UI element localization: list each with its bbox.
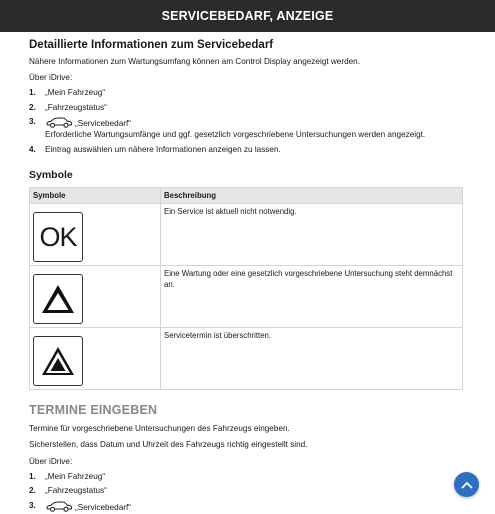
- section-heading-appointments: TERMINE EINGEBEN: [29, 403, 158, 418]
- step-number: 2.: [29, 102, 36, 112]
- appointments-text-1: Termine für vorgeschriebene Untersuchungen des Fahrzeugs eingeben.: [29, 424, 290, 434]
- warning-triangle-filled-icon: [33, 336, 83, 386]
- column-header-description: Beschreibung: [161, 188, 463, 204]
- table-header-row: [30, 188, 463, 204]
- column-header-symbol: Symbole: [30, 188, 161, 204]
- step-text: „Servicebedarf“: [75, 502, 131, 512]
- table-row: [30, 204, 463, 266]
- list-item: [29, 486, 463, 497]
- step-text: „Fahrzeugstatus“: [45, 102, 107, 112]
- car-icon: [45, 501, 73, 512]
- list-item: [29, 88, 463, 99]
- symbol-description: Ein Service ist aktuell nicht notwendig.: [161, 204, 463, 266]
- step-text: Eintrag auswählen um nähere Informationen anzeigen zu lassen.: [45, 144, 281, 154]
- idrive-label: Über iDrive:: [29, 73, 73, 83]
- step-note: Erforderliche Wartungsumfänge und ggf. gesetzlich vorgeschriebene Untersuchungen werden angezeigt.: [45, 130, 426, 140]
- section-heading-details: Detaillierte Informationen zum Servicebedarf: [29, 39, 274, 51]
- ok-symbol-text: OK: [39, 221, 77, 252]
- step-number: 3.: [29, 117, 36, 127]
- steps-list: [29, 88, 463, 155]
- content: [0, 39, 495, 514]
- table-row: [30, 328, 463, 390]
- symbols-heading: Symbole: [29, 169, 73, 182]
- appointments-text-2: Sicherstellen, dass Datum und Uhrzeit des Fahrzeugs richtig eingestellt sind.: [29, 440, 308, 450]
- list-item: [29, 103, 463, 114]
- step-text: „Fahrzeugstatus“: [45, 486, 107, 496]
- chevron-up-icon: [461, 481, 473, 489]
- step-text: „Servicebedarf“: [75, 119, 131, 129]
- step-text: „Mein Fahrzeug“: [45, 88, 106, 98]
- ok-icon: [33, 212, 83, 262]
- page-title: SERVICEBEDARF, ANZEIGE: [161, 9, 334, 23]
- symbol-description: Eine Wartung oder eine gesetzlich vorgeschriebene Untersuchung steht demnächst an.: [161, 266, 463, 328]
- list-item: [29, 117, 463, 140]
- symbol-description: Servicetermin ist überschritten.: [161, 328, 463, 390]
- list-item: [29, 145, 463, 156]
- step-number: 1.: [29, 471, 36, 481]
- idrive-label: Über iDrive:: [29, 456, 73, 466]
- step-number: 3.: [29, 500, 36, 510]
- car-icon: [45, 117, 73, 128]
- list-item: [29, 501, 463, 514]
- step-number: 4.: [29, 144, 36, 154]
- step-number: 2.: [29, 486, 36, 496]
- step-text: „Mein Fahrzeug“: [45, 471, 106, 481]
- scroll-to-top-button[interactable]: [454, 472, 479, 497]
- symbols-table: [29, 187, 463, 390]
- page-header: [0, 0, 495, 32]
- table-row: [30, 266, 463, 328]
- steps-list-appointments: [29, 472, 463, 514]
- list-item: [29, 472, 463, 483]
- warning-triangle-icon: [33, 274, 83, 324]
- step-number: 1.: [29, 88, 36, 98]
- intro-text: Nähere Informationen zum Wartungsumfang können am Control Display angezeigt werden.: [29, 57, 361, 66]
